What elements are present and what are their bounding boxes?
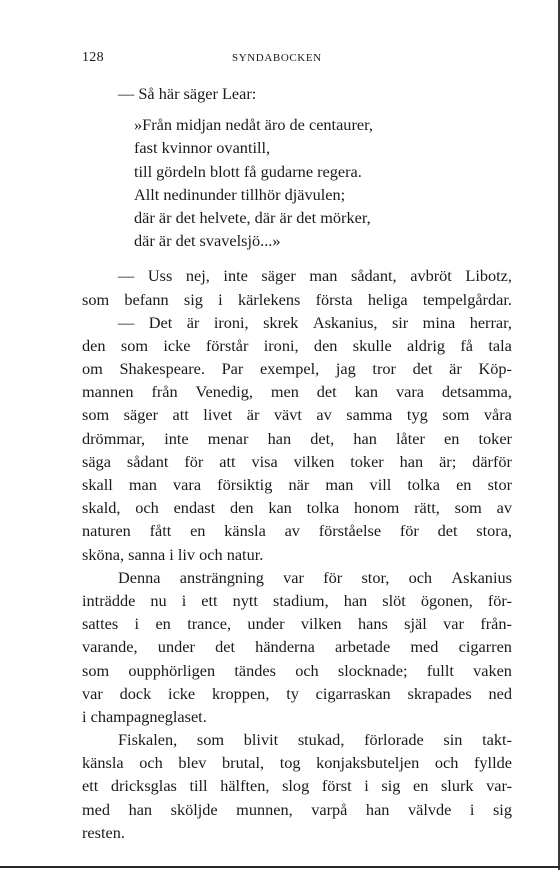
page-header (0, 50, 560, 70)
page-number: 128 (82, 50, 104, 65)
text-line: Fiskalen, som blivit stukad, förlorade sin takt- (118, 730, 512, 750)
running-head: SYNDABOCKEN (232, 52, 322, 64)
verse-line: där är det helvete, där är det mörker, (134, 207, 371, 227)
text-line: ett dricksglas till hälften, slog först i sig en slurk var- (82, 776, 512, 796)
text-line: — Så här säger Lear: (118, 84, 257, 103)
text-line: inträdde nu i ett nytt stadium, han slöt ögonen, för- (82, 590, 512, 610)
text-line: med han sköljde munnen, varpå han välvde i sig (82, 799, 512, 819)
text-line: känsla och blev brutal, tog konjaksbuteljen och fyllde (82, 753, 512, 773)
scan-border (0, 866, 560, 868)
text-line: som oupphörligen tändes och slocknade; fullt vaken (82, 660, 512, 680)
verse-line: till gördeln blott få gudarne regera. (134, 161, 362, 181)
page-body (82, 82, 512, 844)
text-line: skald, och endast den kan tolka honom rätt, som av (82, 498, 512, 518)
text-line: i champagneglaset. (82, 706, 207, 726)
text-line: var dock icke kroppen, ty cigarraskan skrapades ned (82, 683, 512, 703)
text-line: drömmar, inte menar han det, han låter en toker (82, 428, 512, 448)
text-line: som säger att livet är vävt av samma tyg som våra (82, 405, 512, 425)
text-line: Denna ansträngning var för stor, och Askanius (118, 567, 512, 587)
text-line: skall man vara försiktig när man vill tolka en stor (82, 475, 512, 494)
verse-line: »Från midjan nedåt äro de centaurer, (134, 115, 373, 135)
text-line: den som icke förstår ironi, den skulle aldrig få tala (82, 335, 512, 355)
text-line: — Det är ironi, skrek Askanius, sir mina herrar, (118, 312, 512, 332)
text-line: resten. (82, 822, 125, 842)
text-line: naturen fått en känsla av förståelse för det stora, (82, 521, 512, 541)
verse-line: Allt nedinunder tillhör djävulen; (134, 184, 346, 204)
text-line: sattes i en trance, under vilken hans själ var från- (82, 614, 512, 634)
text-line: säga sådant för att visa vilken toker han är; därför (82, 451, 512, 471)
text-line: som befann sig i kärlekens första heliga tempelgårdar. (82, 289, 512, 309)
text-line: — Uss nej, inte säger man sådant, avbröt Libotz, (118, 266, 512, 286)
text-line: varande, under det händerna arbetade med cigarren (82, 637, 512, 657)
text-line: sköna, sanna i liv och natur. (82, 544, 264, 564)
verse-line: fast kvinnor ovantill, (134, 138, 271, 158)
text-line: mannen från Venedig, men det kan vara detsamma, (82, 382, 512, 402)
text-line: om Shakespeare. Par exempel, jag tror det är Köp- (82, 359, 512, 379)
verse-line: där är det svavelsjö...» (134, 231, 281, 251)
